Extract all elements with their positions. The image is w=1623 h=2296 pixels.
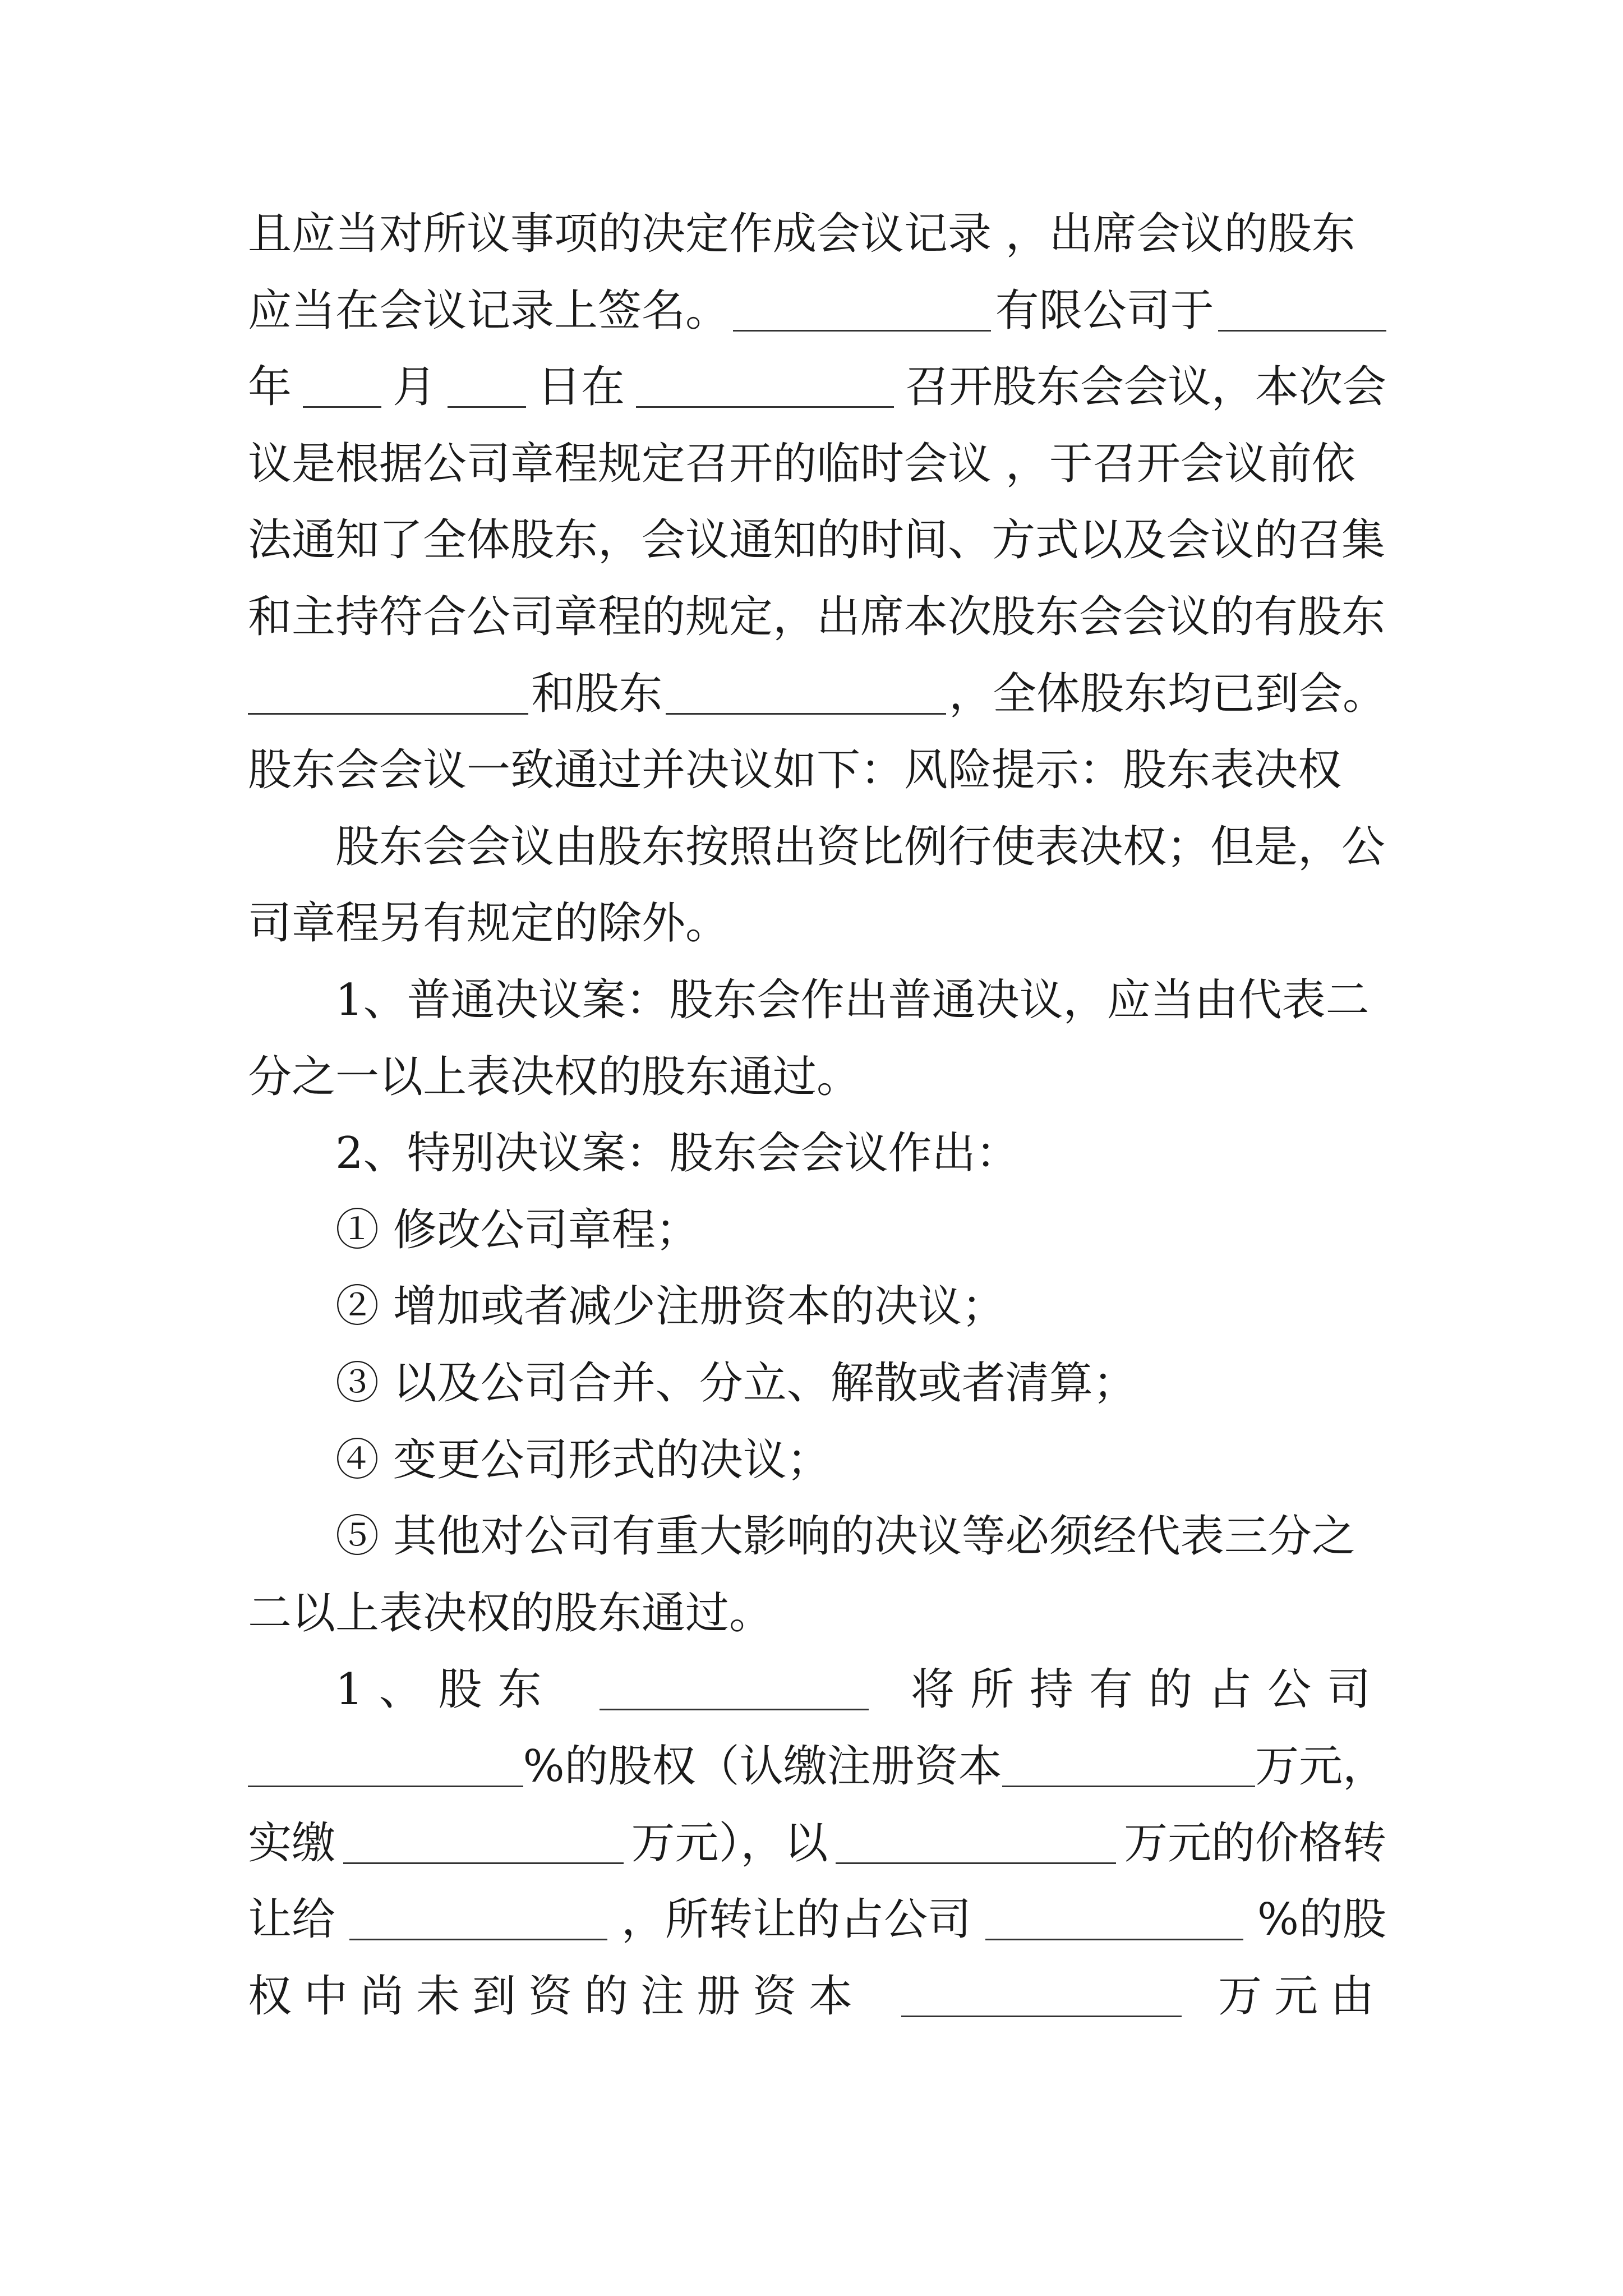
text-line-7 bbox=[248, 663, 1386, 725]
list-item-1: ① 修改公司章程； bbox=[335, 1205, 699, 1255]
fill-blank-shareholder-1[interactable] bbox=[248, 674, 528, 715]
fill-blank-transferor[interactable] bbox=[600, 1669, 869, 1710]
text-line-23 bbox=[248, 1889, 1386, 1950]
fill-blank-transferred-percent[interactable] bbox=[985, 1899, 1243, 1940]
text-segment: %的股 bbox=[1257, 1894, 1386, 1945]
text-line-6: 和主持符合公司章程的规定，出席本次股东会会议的有股东 bbox=[248, 592, 1386, 642]
text-line-20 bbox=[248, 1659, 1386, 1720]
text-segment: 让给 bbox=[248, 1894, 336, 1945]
fill-blank-day[interactable] bbox=[448, 367, 526, 408]
fill-blank-shareholder-2[interactable] bbox=[666, 674, 946, 715]
text-line-11: 1、普通决议案：股东会作出普通决议，应当由代表二 bbox=[335, 975, 1370, 1025]
text-line-8: 股东会会议一致通过并决议如下：风险提示：股东表决权 bbox=[248, 745, 1342, 795]
list-item-2: ② 增加或者减少注册资本的决议； bbox=[335, 1281, 1006, 1332]
fill-blank-paid-capital[interactable] bbox=[343, 1823, 624, 1864]
list-item-4: ④ 变更公司形式的决议； bbox=[335, 1435, 831, 1485]
text-segment: 年 bbox=[248, 362, 292, 412]
text-line-19: 二以上表决权的股东通过。 bbox=[248, 1588, 773, 1639]
text-segment: 应当在会议记录上签名。 bbox=[248, 286, 730, 336]
fill-blank-subscribed-capital[interactable] bbox=[1002, 1746, 1255, 1787]
text-line-10: 司章程另有规定的除外。 bbox=[248, 898, 730, 949]
text-line-3 bbox=[248, 356, 1386, 418]
text-line-22 bbox=[248, 1812, 1386, 1874]
text-segment: 万元），以 bbox=[631, 1818, 828, 1869]
text-segment: 1、股东 bbox=[335, 1664, 557, 1715]
fill-blank-unpaid-capital[interactable] bbox=[901, 1976, 1182, 2017]
text-segment: 将所持有的占公司 bbox=[910, 1664, 1386, 1715]
text-line-2 bbox=[248, 280, 1386, 342]
fill-blank-equity-percent[interactable] bbox=[248, 1746, 523, 1787]
text-segment: 权中尚未到资的注册资本 bbox=[248, 1971, 865, 2022]
text-segment: 实缴 bbox=[248, 1818, 336, 1869]
text-segment: %的股权（认缴注册资本 bbox=[523, 1741, 1002, 1792]
text-segment: 有限公司于 bbox=[995, 286, 1214, 336]
text-line-12: 分之一以上表决权的股东通过。 bbox=[248, 1052, 861, 1102]
fill-blank-company-name[interactable] bbox=[733, 291, 991, 332]
text-segment: 召开股东会会议，本次会 bbox=[905, 362, 1386, 412]
text-segment: ，全体股东均已到会。 bbox=[948, 669, 1386, 719]
fill-blank-month[interactable] bbox=[303, 367, 381, 408]
text-segment: 月 bbox=[392, 362, 436, 412]
text-line-13: 2、特别决议案：股东会会议作出： bbox=[335, 1128, 1020, 1179]
list-item-3: ③ 以及公司合并、分立、解散或者清算； bbox=[335, 1358, 1137, 1409]
text-segment: 万元由 bbox=[1218, 1971, 1386, 2022]
text-line-24 bbox=[248, 1966, 1386, 2027]
text-line-21 bbox=[248, 1736, 1386, 1797]
text-segment: 日在 bbox=[537, 362, 625, 412]
text-segment: 和股东 bbox=[531, 669, 663, 719]
text-line-1: 且应当对所议事项的决定作成会议记录 ，出席会议的股东 bbox=[248, 209, 1355, 259]
text-segment: 万元， bbox=[1255, 1741, 1386, 1792]
list-item-5: ⑤ 其他对公司有重大影响的决议等必须经代表三分之 bbox=[335, 1511, 1355, 1562]
fill-blank-location[interactable] bbox=[636, 367, 894, 408]
text-line-9: 股东会会议由股东按照出资比例行使表决权；但是，公 bbox=[335, 822, 1386, 872]
text-segment: 万元的价格转 bbox=[1123, 1818, 1386, 1869]
text-segment: ，所转让的占公司 bbox=[621, 1894, 971, 1945]
fill-blank-transferee[interactable] bbox=[349, 1899, 607, 1940]
fill-blank-year[interactable] bbox=[1218, 291, 1386, 332]
text-line-5: 法通知了全体股东，会议通知的时间、方式以及会议的召集 bbox=[248, 515, 1386, 565]
text-line-4: 议是根据公司章程规定召开的临时会议 ，于召开会议前依 bbox=[248, 439, 1355, 489]
fill-blank-price[interactable] bbox=[836, 1823, 1116, 1864]
